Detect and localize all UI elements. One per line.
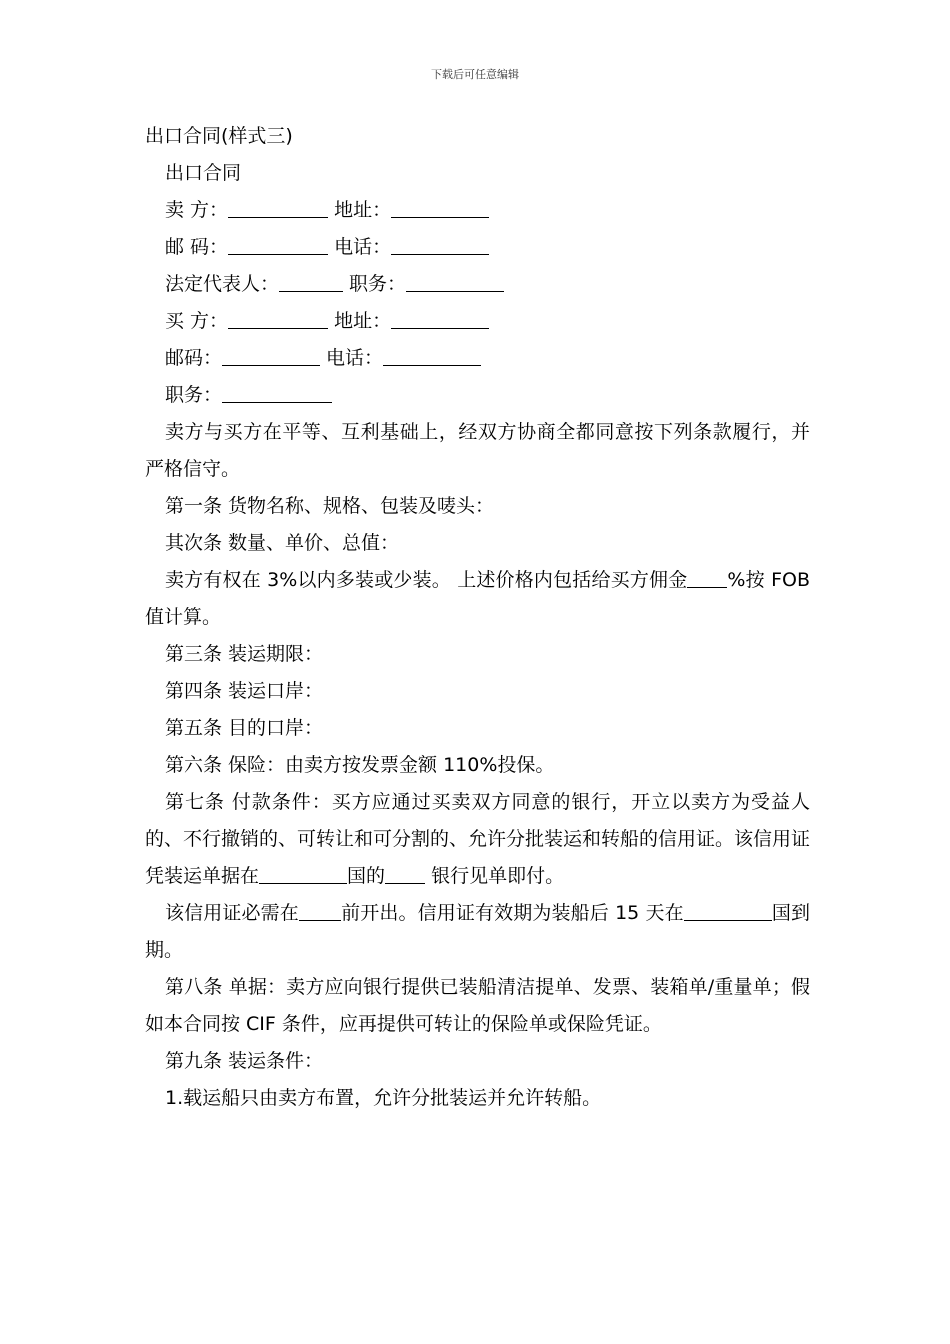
lc-validity-text-1: 该信用证必需在 <box>165 902 299 924</box>
page-header: 下载后可任意编辑 <box>431 68 519 81</box>
intro-paragraph: 卖方与买方在平等、互利基础上，经双方协商全都同意按下列条款履行，并严格信守。 <box>145 421 810 480</box>
document-title: 出口合同(样式三) <box>145 125 293 147</box>
article-7-text-2: 国的 <box>347 865 386 887</box>
buyer-contact-line <box>145 340 810 377</box>
article-9: 第九条 装运条件： <box>165 1050 324 1072</box>
buyer-phone-label: 电话： <box>320 347 384 369</box>
seller-zip-label: 邮 码： <box>165 236 229 258</box>
legal-rep-line <box>145 266 810 303</box>
article-4: 第四条 装运口岸： <box>165 680 324 702</box>
lc-validity-text-3: 国到期。 <box>145 902 810 961</box>
lc-bank-blank[interactable] <box>385 861 425 884</box>
lc-issue-date-blank[interactable] <box>299 898 341 921</box>
article-2: 其次条 数量、单价、总值： <box>165 532 400 554</box>
lc-expiry-country-blank-1[interactable] <box>684 898 728 921</box>
seller-line <box>145 192 810 229</box>
quantity-clause <box>145 562 817 636</box>
seller-name-blank[interactable] <box>228 195 328 218</box>
legal-rep-blank[interactable] <box>279 269 343 292</box>
contract-heading: 出口合同 <box>165 162 242 184</box>
seller-label: 卖 方： <box>165 199 229 221</box>
seller-address-blank[interactable] <box>391 195 489 218</box>
buyer-position-blank[interactable] <box>222 380 332 403</box>
article-8: 第八条 单据：卖方应向银行提供已装船清洁提单、发票、装箱单/重量单；假如本合同按 CIF 条件，应再提供可转让的保险单或保险凭证。 <box>145 976 810 1035</box>
seller-phone-blank[interactable] <box>391 232 489 255</box>
article-6: 第六条 保险：由卖方按发票金额 110%投保。 <box>165 754 555 776</box>
quantity-clause-text-2: %按 FOB 值计算。 <box>145 569 817 628</box>
article-7-text-1: 第七条 付款条件：买方应通过买卖双方同意的银行，开立以卖方为受益人的、不行撤销的、可转让和可分割的、允许分批装运和转船的信用证。该信用证凭装运单据在 <box>145 791 811 887</box>
buyer-zip-blank[interactable] <box>222 343 320 366</box>
seller-zip-blank[interactable] <box>228 232 328 255</box>
legal-rep-position-blank[interactable] <box>406 269 504 292</box>
buyer-zip-label: 邮码： <box>165 347 223 369</box>
article-9-item-1: 1.载运船只由卖方布置，允许分批装运并允许转船。 <box>165 1087 602 1109</box>
legal-rep-position-label: 职务： <box>343 273 407 295</box>
buyer-name-blank[interactable] <box>228 306 328 329</box>
lc-validity-text-2: 前开出。信用证有效期为装船后 15 天在 <box>340 902 684 924</box>
commission-blank[interactable] <box>687 565 727 588</box>
buyer-line <box>145 303 810 340</box>
seller-phone-label: 电话： <box>328 236 392 258</box>
lc-expiry-country-blank-2[interactable] <box>728 898 772 921</box>
buyer-phone-blank[interactable] <box>383 343 481 366</box>
buyer-position-line <box>145 377 810 414</box>
lc-country-blank[interactable] <box>259 861 347 884</box>
article-7-text-3: 银行见单即付。 <box>425 865 565 887</box>
buyer-position-label: 职务： <box>165 384 223 406</box>
buyer-label: 买 方： <box>165 310 229 332</box>
lc-validity-paragraph <box>145 895 810 969</box>
buyer-address-label: 地址： <box>328 310 392 332</box>
article-1: 第一条 货物名称、规格、包装及唛头： <box>165 495 495 517</box>
seller-contact-line <box>145 229 810 266</box>
article-3: 第三条 装运期限： <box>165 643 324 665</box>
buyer-address-blank[interactable] <box>391 306 489 329</box>
article-7 <box>145 784 810 895</box>
legal-rep-label: 法定代表人： <box>165 273 280 295</box>
seller-address-label: 地址： <box>328 199 392 221</box>
contract-body <box>145 118 817 1117</box>
article-5: 第五条 目的口岸： <box>165 717 324 739</box>
quantity-clause-text-1: 卖方有权在 3%以内多装或少装。 上述价格内包括给买方佣金 <box>165 569 688 591</box>
